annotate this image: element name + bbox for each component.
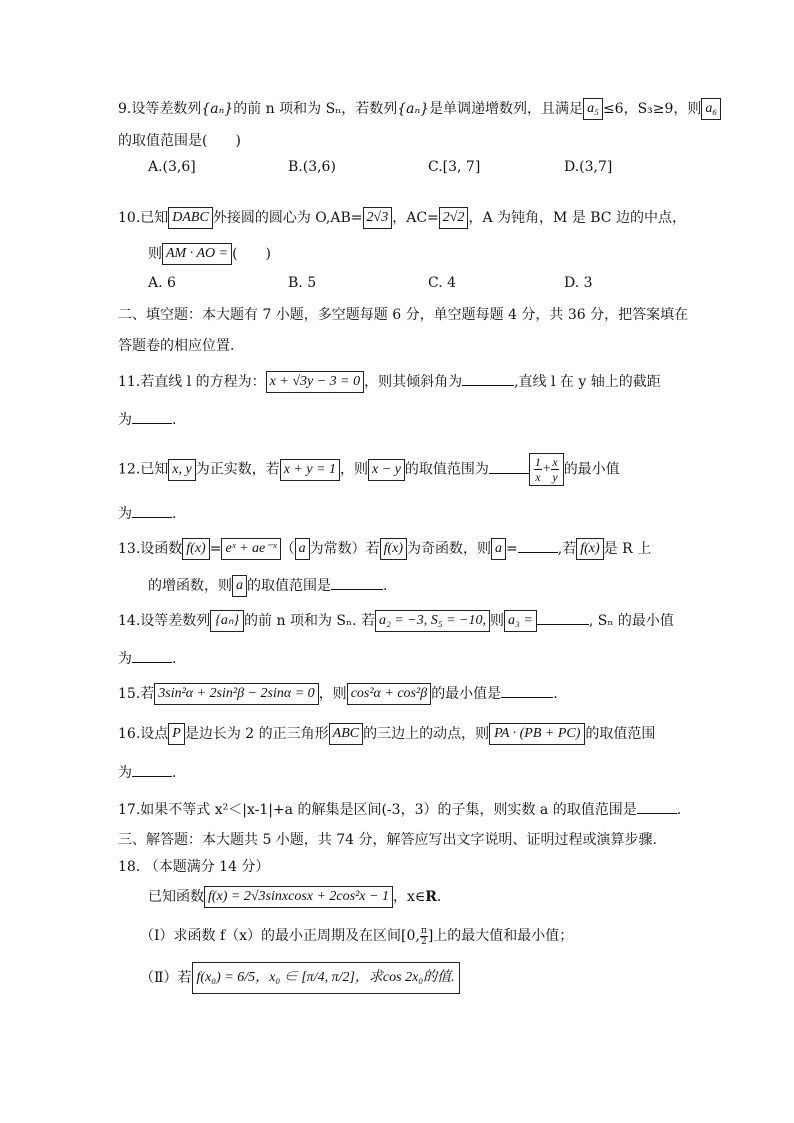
- q17-line1: [118, 799, 681, 821]
- q12-diff-box: x − y: [368, 459, 405, 481]
- q11-text: 为: [118, 412, 132, 428]
- q14-text: 则: [490, 613, 504, 629]
- q16-text: 的三边上的动点，则: [363, 726, 490, 742]
- q15-expr-box: cos²α + cos²β: [347, 683, 432, 705]
- q18-real-set: R: [425, 889, 437, 905]
- q16-text: 16.设点: [118, 726, 169, 742]
- q10-option-a: A. 6: [148, 275, 176, 291]
- q10-option-c: C. 4: [428, 275, 457, 291]
- q13-line2: 的增函数，则 a 的取值范围是 .: [148, 575, 387, 597]
- q12-line1: [118, 453, 620, 486]
- q13-line1: [118, 538, 651, 560]
- q13-text: ,若: [557, 541, 577, 557]
- q13-a-box: a: [491, 538, 506, 560]
- q16-text: 的取值范围: [585, 726, 656, 742]
- q13-fx-box: f(x): [380, 538, 407, 560]
- q18-part2: [140, 962, 460, 994]
- q13-text: 为常数）若: [309, 541, 380, 557]
- q14-text: 14.设等差数列: [118, 613, 211, 629]
- q12-text: 为正实数，若: [195, 461, 280, 478]
- q15-text: 15.若: [118, 686, 155, 702]
- q11-line2: 为 .: [118, 409, 176, 431]
- q15-text: ，则: [318, 686, 347, 702]
- q12-text: 为: [118, 506, 132, 522]
- q16-line1: [118, 723, 655, 745]
- q10-option-b: B. 5: [288, 275, 317, 291]
- q9-option-d: D.(3,7]: [564, 159, 613, 175]
- q14-text: 的前 n 项和为 Sₙ. 若: [244, 613, 375, 629]
- q18-text: （Ⅱ）若: [140, 970, 192, 986]
- q13-text: 的增函数，则: [148, 578, 232, 594]
- q18-head: 18. （本题满分 14 分）: [118, 859, 270, 875]
- q9-text: ≤6，S₃≥9，则: [602, 101, 702, 117]
- q10-line1: [118, 207, 686, 229]
- q9-line1: [118, 98, 721, 120]
- q18-text: （Ⅰ）求函数 f（x）的最小正周期及在区间[0,: [140, 928, 420, 944]
- q14-a3-box: a₃ =: [504, 610, 537, 632]
- q18-text: ]上的最大值和最小值；: [427, 928, 574, 944]
- q10-vector-box: AM · AO =: [162, 243, 232, 265]
- q9-line2: 的取值范围是( ): [118, 133, 241, 149]
- q16-text: 为: [118, 765, 132, 781]
- q12-plus: +: [541, 461, 552, 477]
- q10-text: ，AC=: [392, 210, 439, 226]
- q9-text: 是单调递增数列，且满足: [429, 101, 584, 117]
- section2-heading-line2: 答题卷的相应位置.: [118, 338, 235, 354]
- q12-text: 12.已知: [118, 461, 169, 478]
- q18-function-box: f(x) = 2√3sinxcosx + 2cos²x − 1: [204, 886, 393, 908]
- q14-text: , Sₙ 的最小值: [588, 613, 674, 629]
- q12-frac-den: x: [535, 470, 541, 484]
- q10-ac-box: 2√2: [439, 207, 469, 229]
- q13-expr-box: eˣ + ae⁻ˣ: [221, 538, 280, 560]
- section3-heading: 三、解答题：本大题共 5 小题，共 74 分，解答应写出文字说明、证明过程或演算步骤.: [118, 832, 657, 848]
- q12-fraction-box: [529, 453, 564, 486]
- q18-part2-box: f(x₀) = 6/5，x₀ ∈ [π/4, π/2]，求cos 2x₀的值.: [192, 962, 460, 994]
- q9-a6-box: a₆: [701, 98, 721, 120]
- q17-text: .: [676, 802, 682, 818]
- q12-line2: 为 .: [118, 503, 176, 525]
- q11-equation-box: x + √3y − 3 = 0: [266, 371, 364, 393]
- answer-blank: [637, 799, 677, 814]
- q15-equation-box: 3sin²α + 2sin²β − 2sinα = 0: [154, 683, 318, 705]
- section2-heading: 二、填空题：本大题有 7 小题，多空题每题 6 分，单空题每题 4 分，共 36 分，把答案填在: [118, 307, 689, 323]
- q9-option-c: C.[3, 7]: [428, 159, 481, 175]
- q13-text: （: [280, 541, 295, 557]
- q13-fx-box: f(x): [576, 538, 603, 560]
- q18-text: ，x∈: [392, 889, 426, 905]
- q12-text: 的最小值: [563, 461, 620, 478]
- answer-blank: [501, 683, 553, 698]
- answer-blank: [537, 610, 589, 625]
- q13-text: 的取值范围是: [247, 578, 331, 594]
- q11-text: ,直线 l 在 y 轴上的截距: [514, 374, 661, 390]
- q12-text: ，则: [340, 461, 369, 478]
- q11-text: ，则其倾斜角为: [364, 374, 463, 390]
- q13-text: 是 R 上: [603, 541, 652, 557]
- q13-text: 13.设函数: [118, 541, 183, 557]
- q13-a-box: a: [232, 575, 247, 597]
- q11-text: 11.若直线 l 的方程为：: [118, 374, 266, 390]
- q9-text: 9.设等差数列: [118, 101, 202, 117]
- answer-blank: [132, 762, 172, 777]
- q12-frac-num: 1: [534, 455, 541, 469]
- q18-part1: [140, 925, 573, 947]
- q9-text: 的前 n 项和为 Sₙ，若数列: [233, 101, 398, 117]
- q9-option-b: B.(3,6): [288, 159, 336, 175]
- q16-vector-box: PA · (PB + PC): [489, 723, 585, 745]
- q15-text: 的最小值是: [431, 686, 502, 702]
- q18-given: [148, 886, 441, 908]
- q14-line2: 为 .: [118, 648, 176, 670]
- q17-text: 17.如果不等式 x²＜|x-1|+a 的解集是区间(-3，3）的子集，则实数 a 的取值范围是: [118, 802, 637, 818]
- q13-fx-box: f(x): [182, 538, 209, 560]
- q10-option-d: D. 3: [564, 275, 593, 291]
- q10-line2: [148, 243, 271, 265]
- q9-a5-box: a₅: [583, 98, 603, 120]
- q16-text: 是边长为 2 的正三角形: [184, 726, 329, 742]
- q18-frac-num: π: [420, 925, 427, 936]
- q16-line2: 为 .: [118, 762, 176, 784]
- q13-text: 为奇函数，则: [407, 541, 492, 557]
- q10-triangle-box: DABC: [168, 207, 213, 229]
- q15-line1: 15.若 3sin²α + 2sin²β − 2sinα = 0 ，则 cos²α + cos²β 的最小值是 .: [118, 683, 558, 705]
- answer-blank: [462, 371, 514, 386]
- answer-blank: [132, 648, 172, 663]
- q9-seq: {aₙ}: [201, 101, 234, 117]
- q16-p-box: P: [168, 723, 185, 745]
- q11-line1: [118, 371, 661, 393]
- q12-text: 的取值范围为: [404, 461, 489, 478]
- q10-text: 10.已知: [118, 210, 169, 226]
- q14-line1: [118, 610, 674, 632]
- q9-option-a: A.(3,6]: [148, 159, 196, 175]
- q10-text: 外接圆的圆心为 O,AB=: [212, 210, 363, 226]
- q13-eq: =: [209, 541, 222, 557]
- answer-blank: [132, 503, 172, 518]
- q16-triangle-box: ABC: [329, 723, 363, 745]
- answer-blank: [518, 538, 558, 553]
- q9-seq: {aₙ}: [397, 101, 430, 117]
- q13-a-box: a: [295, 538, 310, 560]
- q13-text: =: [506, 541, 518, 557]
- q14-text: 为: [118, 651, 132, 667]
- q12-frac-num: x: [552, 455, 558, 469]
- q14-cond-box: a₂ = −3, S₅ = −10,: [375, 610, 490, 632]
- q10-text: 则: [148, 246, 162, 262]
- answer-blank: [132, 409, 172, 424]
- q12-sum-box: x + y = 1: [280, 459, 340, 481]
- q18-text: .: [436, 889, 442, 905]
- q12-xy-box: x, y: [168, 459, 195, 481]
- q10-ab-box: 2√3: [363, 207, 393, 229]
- q10-text: ，A 为钝角，M 是 BC 边的中点，: [468, 210, 686, 226]
- q10-text: ( ): [232, 246, 272, 262]
- q18-frac-den: 2: [420, 936, 427, 947]
- q12-frac-den: y: [552, 470, 558, 484]
- answer-blank: [331, 575, 383, 590]
- q18-text: 已知函数: [148, 889, 204, 905]
- q14-seq-box: {aₙ}: [210, 610, 244, 632]
- answer-blank: [489, 459, 529, 474]
